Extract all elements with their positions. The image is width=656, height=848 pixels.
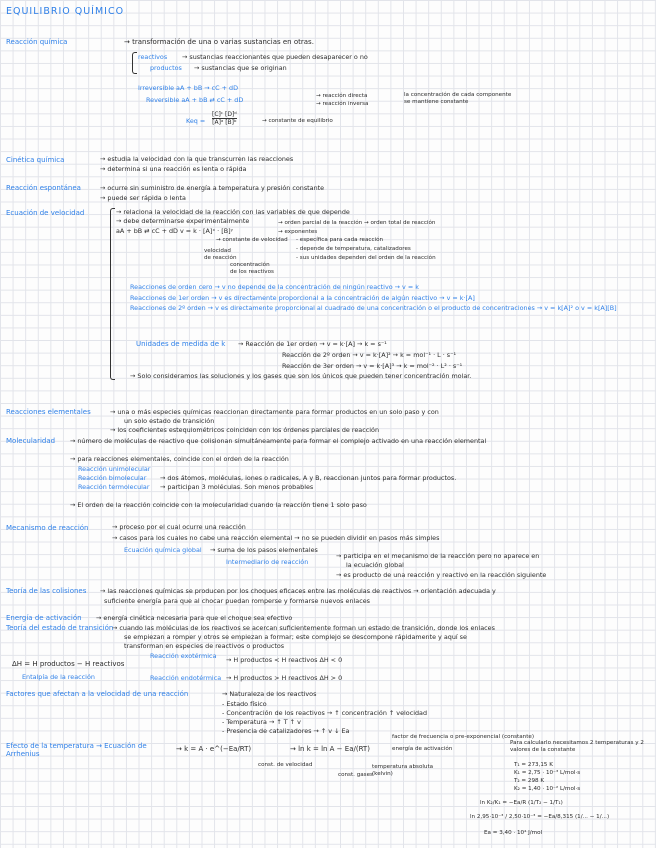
ecuacion-l2: → debe determinarse experimentalmente xyxy=(116,217,250,225)
transicion-l1: → cuando las moléculas de los reactivos se acercan suficientemente forman un estado de transición, donde los enlaces xyxy=(112,624,495,632)
keq-def: → constante de equilibrio xyxy=(262,118,333,124)
factor-2: - Estado físico xyxy=(222,700,267,708)
ecuacion-global: Ecuación química global xyxy=(124,546,202,554)
reactivos-def: → sustancias reaccionantes que pueden desaparecer o no xyxy=(182,53,368,61)
unidades-1: → Reacción de 1er orden → v = k·[A] → k = s⁻¹ xyxy=(238,340,387,348)
keq-denominator: [A]ᵃ [B]ᵇ xyxy=(212,119,237,126)
arrhenius-eq: → k = A · e^(−Ea/RT) xyxy=(176,745,252,753)
keq-label: Keq = xyxy=(186,117,206,125)
dato-t2: T₂ = 298 K xyxy=(514,778,545,784)
unidades-2: Reacción de 2º orden → v = k·[A]² → k = mol⁻¹ · L · s⁻¹ xyxy=(282,351,457,359)
calculo-2: ln 2,95·10⁻³ / 2,50·10⁻³ = −Ea/8,315 (1/... − 1/...) xyxy=(470,814,610,820)
orden-dos: Reacciones de 2º orden → v es directamente proporcional al cuadrado de una concentración o el producto de concentraciones → v = k[A]² o v = k[A][B] xyxy=(130,304,617,312)
unidades-k-label: Unidades de medida de k xyxy=(136,340,226,348)
cinetica-l2: → determina si una reacción es lenta o rápida xyxy=(100,165,247,173)
cinetica-l1: → estudia la velocidad con la que transcurren las reacciones xyxy=(100,155,294,163)
colisiones-l1: → las reacciones químicas se producen por los choques eficaces entre las moléculas de reactivos → orientación adecuada y xyxy=(100,587,496,595)
heading-cinetica: Cinética química xyxy=(6,156,65,164)
factor-4: - Temperatura → ↑ T ↑ v xyxy=(222,718,301,726)
unimolecular: Reacción unimolecular xyxy=(78,465,151,473)
entalpia-label: Entalpía de la reacción xyxy=(22,673,95,681)
heading-ecuacion-velocidad: Ecuación de velocidad xyxy=(6,209,85,217)
reaccion-def: → transformación de una o varias sustancias en otras. xyxy=(124,38,314,46)
intermediario: Intermediario de reacción xyxy=(226,558,309,566)
dato-t1: T₁ = 273,15 K xyxy=(514,762,553,768)
constante-c1: - específica para cada reacción xyxy=(296,237,384,243)
dato-k1: K₁ = 2,75 · 10⁻³ L/mol·s xyxy=(514,770,581,776)
solo-soluciones: → Solo consideramos las soluciones y los gases que son los únicos que pueden tener concentración molar. xyxy=(130,372,472,380)
constante-velocidad: → constante de velocidad xyxy=(216,237,288,243)
intermediario-l1: → participa en el mecanismo de la reacción pero no aparece en xyxy=(336,552,540,560)
unidades-3: Reacción de 3er orden → v = k·[A]³ → k = mol⁻² · L² · s⁻¹ xyxy=(282,362,463,370)
arrhenius-const-gases: const. gases xyxy=(338,772,373,778)
arrhenius-const-vel: const. de velocidad xyxy=(258,762,313,768)
ecuacion-global-def: → suma de los pasos elementales xyxy=(210,546,318,554)
reversible: Reversible aA + bB ⇄ cC + dD xyxy=(146,96,244,104)
mecanismo-l1: → proceso por el cual ocurre una reacción xyxy=(112,523,246,531)
arrhenius-factor: factor de frecuencia o pre-exponencial (constante) xyxy=(392,734,535,740)
irreversible: Irreversible aA + bB → cC + dD xyxy=(138,84,238,92)
intermediario-l3: → es producto de una reacción y reactivo en la reacción siguiente xyxy=(336,571,547,579)
page-title: EQUILIBRIO QUÍMICO xyxy=(6,6,125,17)
sub-velocidad: velocidad xyxy=(204,248,231,254)
heading-mecanismo: Mecanismo de reacción xyxy=(6,524,89,532)
colisiones-l2: suficiente energía para que al chocar puedan romperse y formarse nuevos enlaces xyxy=(104,597,370,605)
arrhenius-temp: temperatura absoluta (kelvin) xyxy=(372,764,434,777)
orden-parcial: → orden parcial de la reacción → orden total de reacción xyxy=(278,220,436,226)
molecularidad-l4: → El orden de la reacción coincide con la molecularidad cuando la reacción tiene 1 solo paso xyxy=(70,501,367,509)
calculo-3: Ea = 3,40 · 10⁴ J/mol xyxy=(484,830,543,836)
reactivos-label: reactivos xyxy=(138,53,168,61)
exponentes: → exponentes xyxy=(278,229,318,235)
termolecular-def: → participan 3 moléculas. Son menos probables xyxy=(160,483,314,491)
bimolecular-def: → dos átomos, moléculas, iones o radicales, A y B, reaccionan juntos para formar productos. xyxy=(160,474,457,482)
espontanea-l2: → puede ser rápida o lenta xyxy=(100,194,186,202)
keq-fraction xyxy=(212,111,237,126)
activacion-def: → energía cinética necesaria para que el choque sea efectivo xyxy=(96,614,293,622)
heading-reaccion: Reacción química xyxy=(6,38,68,46)
delta-h: ΔH = H productos − H reactivos xyxy=(12,660,125,668)
mecanismo-l2: → casos para los cuales no cabe una reacción elemental → no se pueden dividir en pasos más simples xyxy=(112,534,440,542)
brace xyxy=(132,52,137,74)
elementales-l1: → una o más especies químicas reaccionan directamente para formar productos en un solo paso y con xyxy=(110,408,439,416)
endotermica: Reacción endotérmica xyxy=(150,674,222,682)
heading-colisiones: Teoría de las colisiones xyxy=(6,587,87,595)
brace xyxy=(110,208,115,380)
arrhenius-ln: → ln k = ln A − Ea/(RT) xyxy=(290,745,370,753)
molecularidad-l2: → para reacciones elementales, coincide con el orden de la reacción xyxy=(70,455,289,463)
factor-1: → Naturaleza de los reactivos xyxy=(222,690,317,698)
ecuacion-l3: aA + bB ⇄ cC + dD v = k · [A]ˣ · [B]ʸ xyxy=(116,227,234,235)
keq-numerator: [C]ᶜ [D]ᵈ xyxy=(212,111,237,118)
exotermica: Reacción exotérmica xyxy=(150,652,217,660)
orden-cero: Reacciones de orden cero → v no depende de la concentración de ningún reactivo → v = k xyxy=(130,283,419,291)
factor-5: - Presencia de catalizadores → ↑ v ↓ Ea xyxy=(222,727,350,735)
termolecular: Reacción termolecular xyxy=(78,483,150,491)
transicion-l2: se empiezan a romper y otros se empiezan a formar; este complejo se descompone rápidamente y aquí se xyxy=(124,633,467,641)
arrhenius-ea: energía de activación xyxy=(392,746,453,752)
heading-activacion: Energía de activación xyxy=(6,614,82,622)
ecuacion-l1: → relaciona la velocidad de la reacción con las variables de que depende xyxy=(116,208,350,216)
heading-espontanea: Reacción espontánea xyxy=(6,184,81,192)
endotermica-def: → H productos > H reactivos ΔH > 0 xyxy=(226,674,343,682)
heading-transicion: Teoría del estado de transición xyxy=(6,624,114,632)
heading-elementales: Reacciones elementales xyxy=(6,408,91,416)
productos-def: → sustancias que se originan xyxy=(194,64,287,72)
sub-de-reaccion: de reacción xyxy=(204,255,237,261)
transicion-l3: transforman en especies de reactivos o productos xyxy=(124,642,285,650)
orden-uno: Reacciones de 1er orden → v es directamente proporcional a la concentración de algún reactivo → v = k·[A] xyxy=(130,294,475,302)
exotermica-def: → H productos < H reactivos ΔH < 0 xyxy=(226,656,343,664)
heading-factores: Factores que afectan a la velocidad de una reacción xyxy=(6,690,189,698)
intermediario-l2: la ecuación global xyxy=(346,561,404,569)
molecularidad-l1: → número de moléculas de reactivo que colisionan simultáneamente para formar el complejo activado en una reacción elemental xyxy=(70,437,487,445)
inversa: → reacción inversa xyxy=(316,101,369,107)
heading-arrhenius: Efecto de la temperatura → Ecuación de Arrhenius xyxy=(6,742,147,758)
elementales-l3: → los coeficientes estequiométricos coinciden con los órdenes parciales de reacción xyxy=(110,426,379,434)
constante-c3: - sus unidades dependen del orden de la reacción xyxy=(296,255,436,261)
elementales-l2: un solo estado de transición xyxy=(124,417,215,425)
espontanea-l1: → ocurre sin suministro de energía a temperatura y presión constante xyxy=(100,184,325,192)
dato-k2: K₂ = 1,40 · 10⁻² L/mol·s xyxy=(514,786,581,792)
directa: → reacción directa xyxy=(316,93,368,99)
calculo-1: ln K₂/K₁ = −Ea/R (1/T₂ − 1/T₁) xyxy=(480,800,563,806)
equilibrio-nota: la concentración de cada componente se mantiene constante xyxy=(404,92,512,105)
heading-molecularidad: Molecularidad xyxy=(6,437,56,445)
sub-reactivos: de los reactivos xyxy=(230,269,274,275)
productos-label: productos xyxy=(150,64,182,72)
arrhenius-cond: Para calcularlo necesitamos 2 temperaturas y 2 valores de la constante xyxy=(510,740,644,753)
bimolecular: Reacción bimolecular xyxy=(78,474,147,482)
constante-c2: - depende de temperatura, catalizadores xyxy=(296,246,411,252)
sub-concentracion: concentración xyxy=(230,262,270,268)
factor-3: - Concentración de los reactivos → ↑ concentración ↑ velocidad xyxy=(222,709,428,717)
